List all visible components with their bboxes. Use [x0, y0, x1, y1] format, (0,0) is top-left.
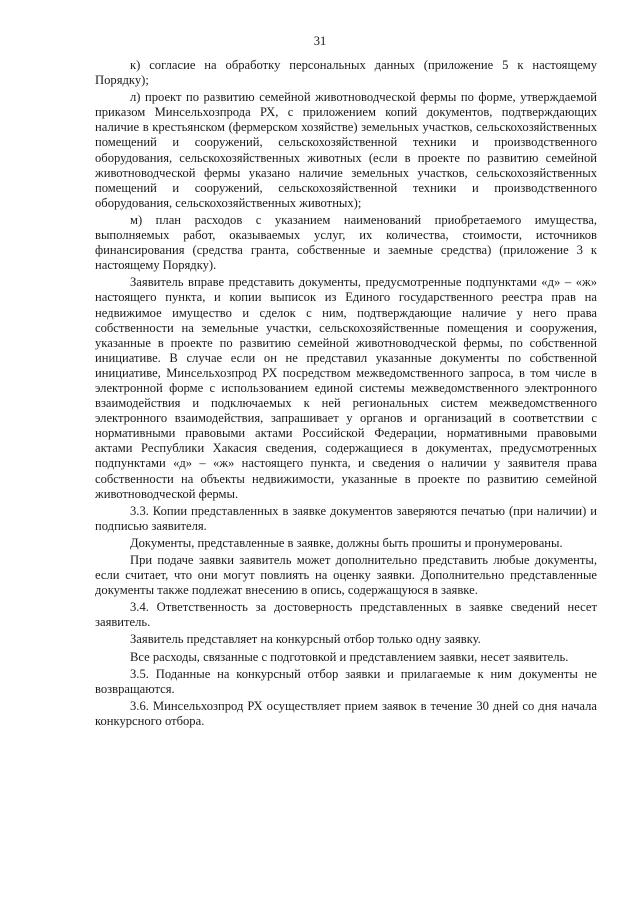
paragraph-3-4: 3.4. Ответственность за достоверность представленных в заявке сведений несет заявитель. [95, 600, 597, 630]
paragraph-farm-project: л) проект по развитию семейной животноводческой фермы по форме, утверждаемой приказом Минсельхозпрода РХ, с приложением копий документов, подтверждающих наличие в крестьянском (фермерском хозяйстве) земельных участков, сельскохозяйственных помещений и сооружений, сельскохозяйственной техники и производственного оборудования, сельскохозяйственных животных (если в проекте по развитию семейной животноводческой фермы указано наличие земельных участков, сельскохозяйственных помещений и сооружений, сельскохозяйственной техники и производственного оборудования, сельскохозяйственных животных); [95, 90, 597, 210]
paragraph-expense-plan: м) план расходов с указанием наименований приобретаемого имущества, выполняемых работ, оказываемых услуг, их количества, стоимости, источников финансирования (средства гранта, собственные и заемные средства) (приложение 3 к настоящему Порядку). [95, 212, 597, 273]
paragraph-additional-documents: При подаче заявки заявитель может дополнительно представить любые документы, если считает, что они могут повлиять на оценку заявки. Дополнительно представленные документы также подлежат внесению в опись, содержащуюся в заявке. [95, 553, 597, 598]
paragraph-applicant-right: Заявитель вправе представить документы, предусмотренные подпунктами «д» – «ж» настоящего пункта, и копии выписок из Единого государственного реестра прав на недвижимое имущество и сделок с ним, подтверждающие наличие у него права собственности на земельные участки, сельскохозяйственные помещения и сооружения, указанные в проекте по развитию семейной животноводческой фермы, по собственной инициативе. В случае если он не представил указанные документы по собственной инициативе, Минсельхозпрод РХ посредством межведомственного запроса, в том числе в электронной форме с использованием единой системы межведомственного электронного взаимодействия и подключаемых к ней региональных систем межведомственного электронного взаимодействия, запрашивает у органов и организаций в соответствии с нормативными правовыми актами Российской Федерации, нормативными правовыми актами Республики Хакасия сведения, содержащиеся в документах, предусмотренных подпунктами «д» – «ж» настоящего пункта, и сведения о наличии у заявителя права собственности на объекты недвижимости, указанные в проекте по развитию семейной животноводческой фермы. [95, 275, 597, 501]
paragraph-expenses: Все расходы, связанные с подготовкой и представлением заявки, несет заявитель. [130, 649, 569, 664]
paragraph-consent: к) согласие на обработку персональных данных (приложение 5 к настоящему Порядку); [95, 58, 597, 88]
paragraph-3-3: 3.3. Копии представленных в заявке документов заверяются печатью (при наличии) и подписью заявителя. [95, 503, 597, 533]
page-number: 31 [313, 34, 327, 48]
paragraph-documents-stitched: Документы, представленные в заявке, должны быть прошиты и пронумерованы. [130, 535, 563, 550]
document-body [95, 58, 597, 729]
paragraph-3-6: 3.6. Минсельхозпрод РХ осуществляет прием заявок в течение 30 дней со дня начала конкурсного отбора. [95, 698, 597, 728]
paragraph-3-5: 3.5. Поданные на конкурсный отбор заявки и прилагаемые к ним документы не возвращаются. [95, 666, 597, 696]
paragraph-one-application: Заявитель представляет на конкурсный отбор только одну заявку. [130, 632, 481, 647]
